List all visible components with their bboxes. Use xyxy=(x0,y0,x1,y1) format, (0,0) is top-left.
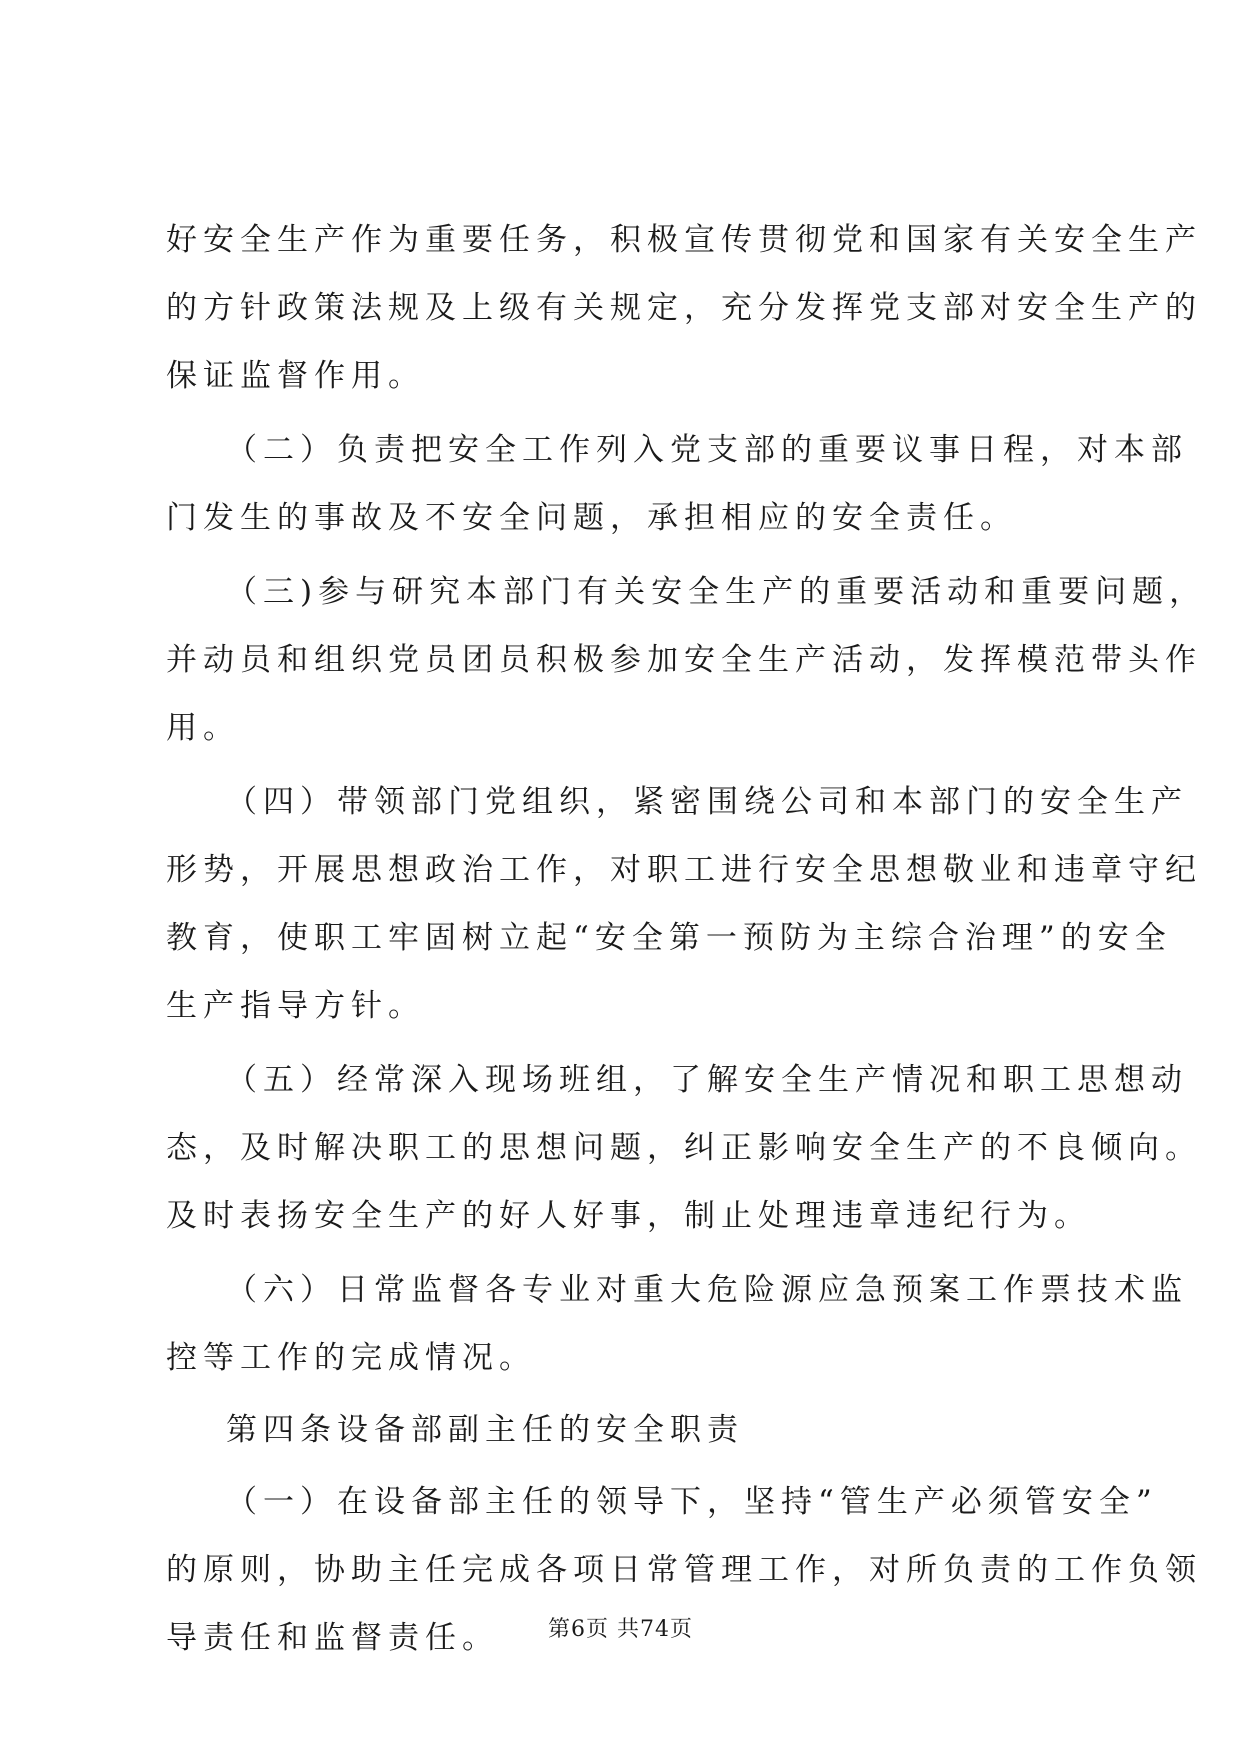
text-line: 并动员和组织党员团员积极参加安全生产活动，发挥模范带头作 xyxy=(166,642,1202,678)
text-line: （六）日常监督各专业对重大危险源应急预案工作票技术监 xyxy=(226,1272,1188,1308)
text-line: （三)参与研究本部门有关安全生产的重要活动和重要问题， xyxy=(226,574,1207,610)
text-line: 的原则，协助主任完成各项日常管理工作，对所负责的工作负领 xyxy=(166,1552,1202,1588)
text-line: 用。 xyxy=(166,710,240,746)
text-line: （二）负责把安全工作列入党支部的重要议事日程，对本部 xyxy=(226,432,1188,468)
text-line: 教育，使职工牢固树立起“安全第一预防为主综合治理”的安全 xyxy=(166,920,1172,956)
text-line: 保证监督作用。 xyxy=(166,358,425,394)
text-line: 及时表扬安全生产的好人好事，制止处理违章违纪行为。 xyxy=(166,1198,1091,1234)
text-line: 形势，开展思想政治工作，对职工进行安全思想敬业和违章守纪 xyxy=(166,852,1202,888)
section-heading: 第四条设备部副主任的安全职责 xyxy=(226,1412,744,1448)
text-line: 控等工作的完成情况。 xyxy=(166,1340,536,1376)
text-line: 生产指导方针。 xyxy=(166,988,425,1024)
text-line: （一）在设备部主任的领导下，坚持“管生产必须管安全” xyxy=(226,1484,1158,1520)
text-line: 的方针政策法规及上级有关规定，充分发挥党支部对安全生产的 xyxy=(166,290,1202,326)
text-line: 好安全生产作为重要任务，积极宣传贯彻党和国家有关安全生产 xyxy=(166,222,1202,258)
text-line: （五）经常深入现场班组，了解安全生产情况和职工思想动 xyxy=(226,1062,1188,1098)
text-line: 导责任和监督责任。 xyxy=(166,1620,499,1656)
text-line: 门发生的事故及不安全问题，承担相应的安全责任。 xyxy=(166,500,1017,536)
text-line: （四）带领部门党组织，紧密围绕公司和本部门的安全生产 xyxy=(226,784,1188,820)
text-line: 态，及时解决职工的思想问题，纠正影响安全生产的不良倾向。 xyxy=(166,1130,1202,1166)
page-number-footer: 第6页 共74页 xyxy=(548,1617,693,1642)
